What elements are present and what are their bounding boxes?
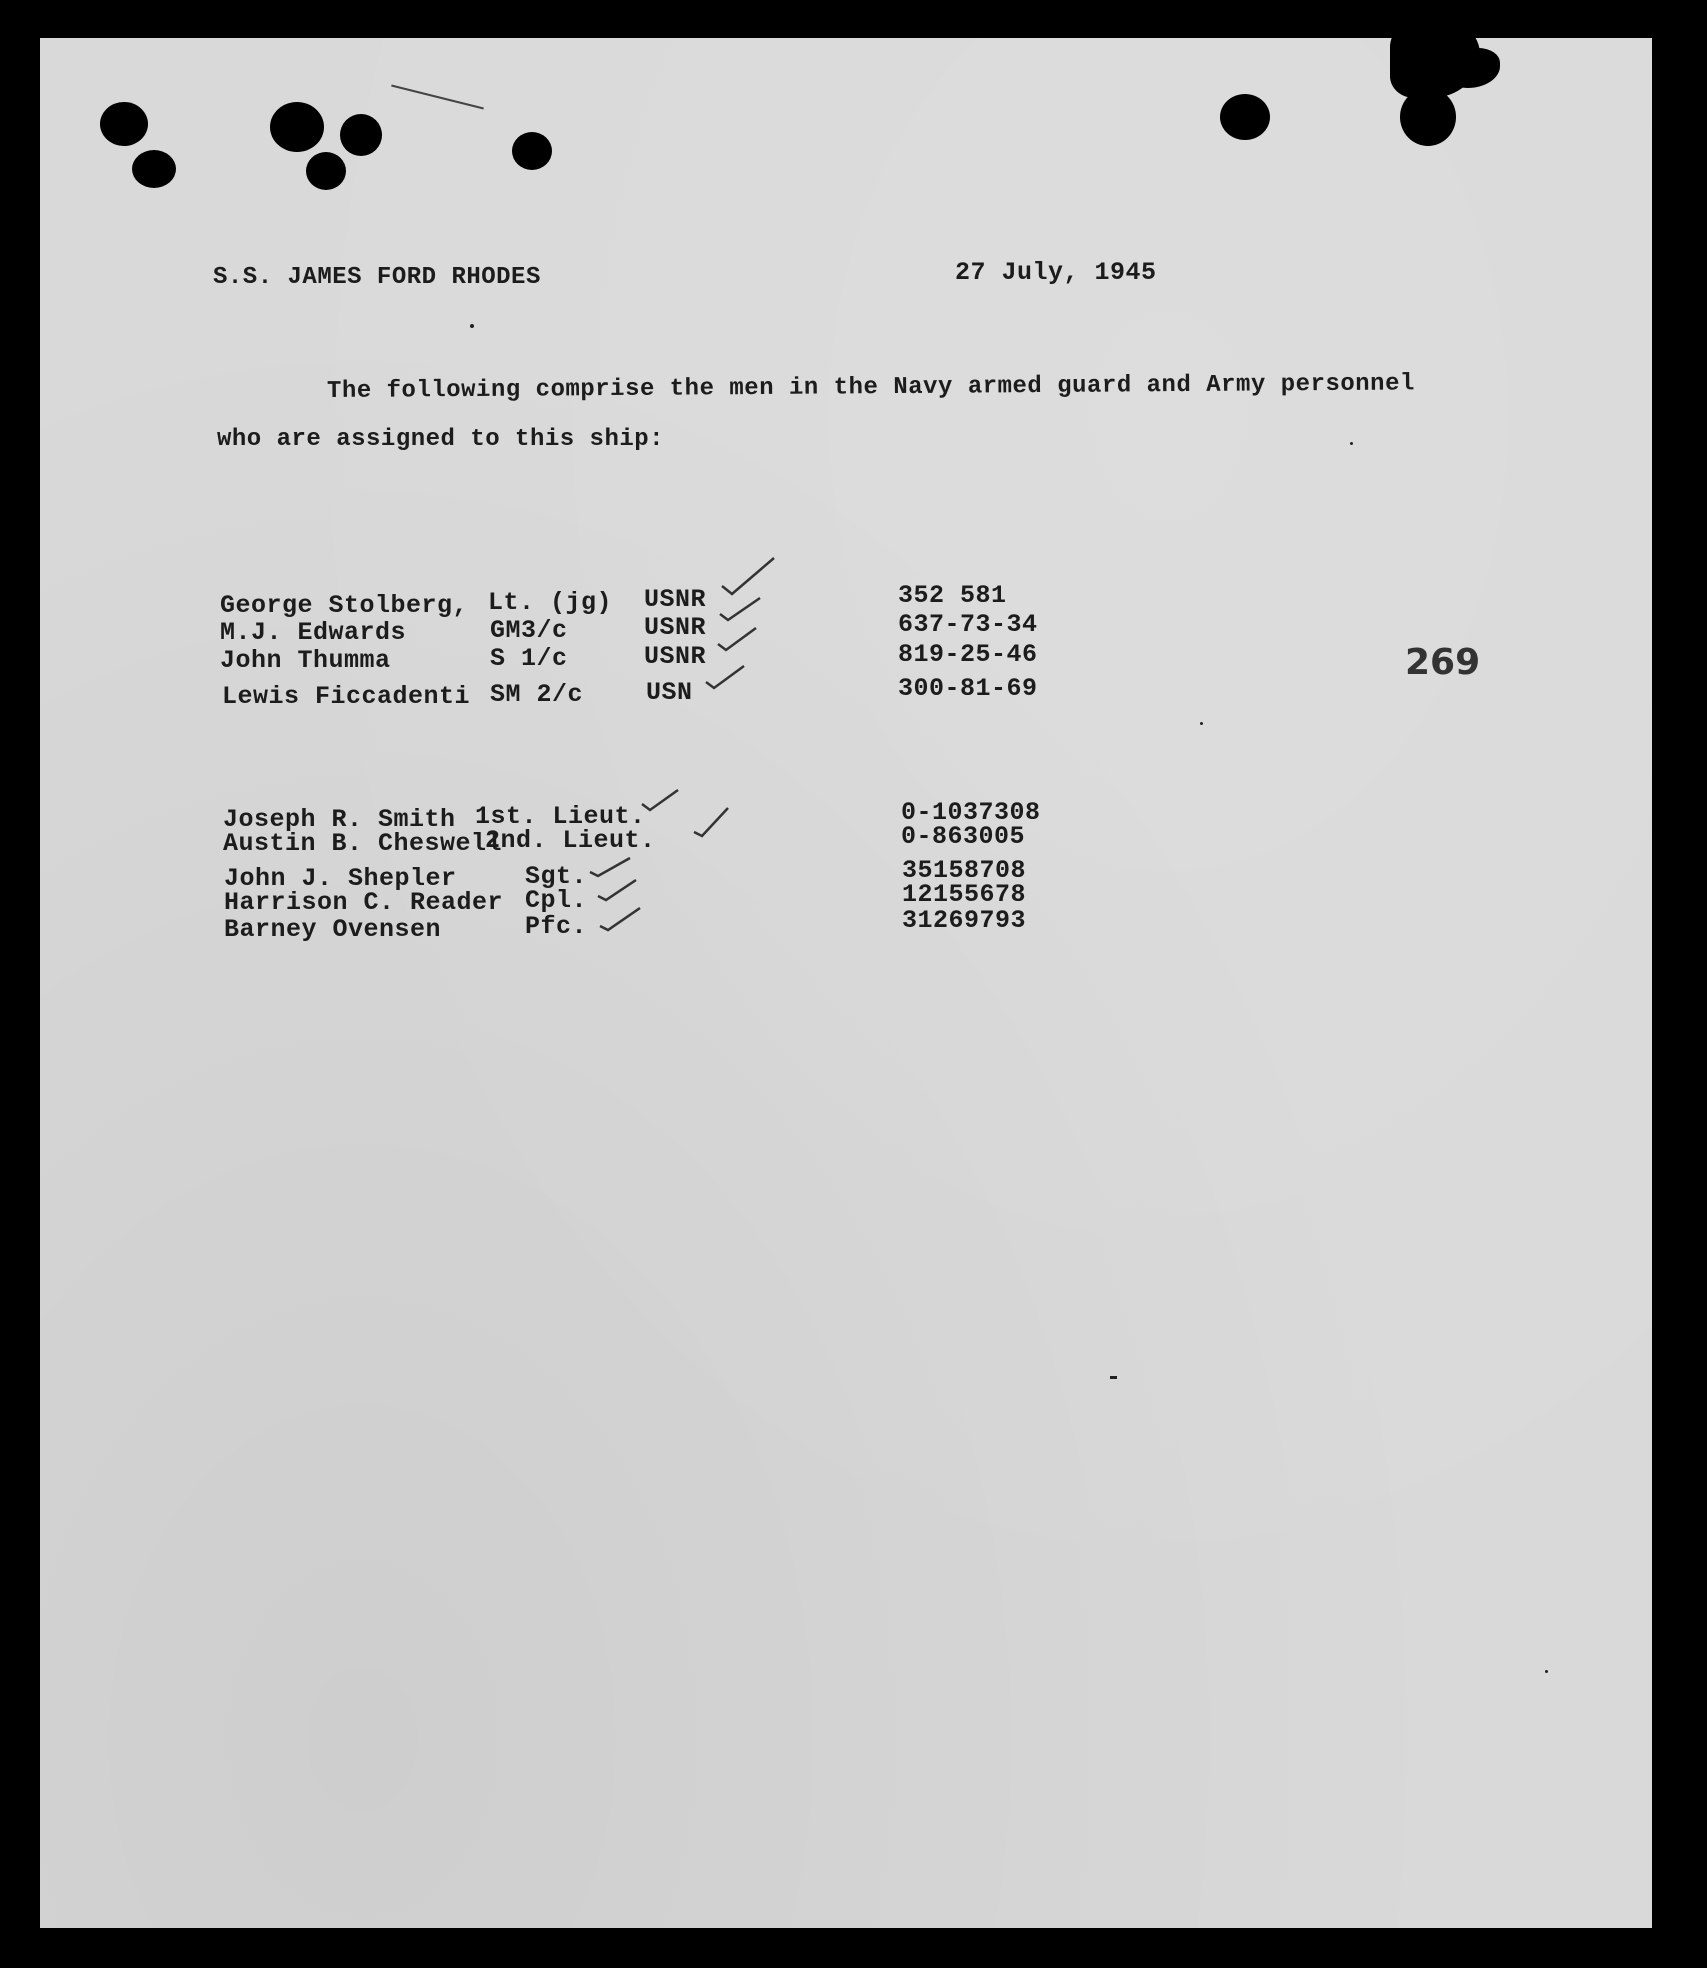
check-mark-icon [640,788,680,814]
speck [1110,1376,1117,1379]
intro-line-1: The following comprise the men in the Navy armed guard and Army personnel [326,370,1415,405]
intro-line-2: who are assigned to this ship: [217,426,665,453]
person-name: Austin B. Cheswell [223,829,503,858]
person-service: USNR [644,585,707,614]
person-name: Joseph R. Smith [223,805,456,834]
service-number: 0-1037308 [901,798,1041,827]
check-mark-icon [716,626,758,654]
person-name: John J. Shepler [224,864,457,893]
check-mark-icon [692,806,730,840]
punch-hole [306,152,346,190]
service-number: 35158708 [902,856,1027,885]
person-rank: 2nd. Lieut. [485,826,656,855]
service-number: 31269793 [902,906,1027,935]
service-number: 637-73-34 [898,610,1038,639]
person-rank: Sgt. [525,862,588,891]
speck [470,324,474,328]
person-name: Harrison C. Reader [224,888,504,917]
check-mark-icon [596,878,638,904]
service-number: 819-25-46 [898,640,1038,669]
document-date: 27 July, 1945 [955,258,1157,287]
person-service: USN [646,678,693,707]
speck [1545,1670,1548,1673]
speck [1200,722,1203,725]
person-name: M.J. Edwards [220,618,407,647]
service-number: 300-81-69 [898,674,1038,703]
speck [1350,442,1353,445]
torn-corner [1440,48,1500,88]
punch-hole [132,150,176,188]
service-number: 352 581 [898,581,1007,610]
person-rank: GM3/c [490,616,568,645]
punch-hole [1220,94,1270,140]
check-mark-icon [598,906,642,934]
punch-hole [512,132,552,170]
person-service: USNR [644,642,707,671]
person-rank: SM 2/c [490,680,584,709]
person-rank: Cpl. [525,886,588,915]
punch-hole [100,102,148,146]
check-mark-icon [704,664,746,692]
check-mark-icon [588,856,632,880]
service-number: 0-863005 [901,822,1026,851]
pencil-mark [391,85,484,110]
person-name: George Stolberg, [220,591,469,620]
person-rank: Pfc. [525,912,588,941]
service-number: 12155678 [902,880,1027,909]
page-number-stamp: 269 [1405,642,1481,683]
person-name: John Thumma [220,646,391,675]
punch-hole [340,114,382,156]
person-name: Barney Ovensen [224,915,442,944]
check-mark-icon [718,596,762,624]
document-page [40,38,1652,1928]
punch-hole [270,102,324,152]
person-rank: 1st. Lieut. [475,802,646,831]
ship-name: S.S. JAMES FORD RHODES [213,264,541,291]
person-service: USNR [644,613,707,642]
torn-corner [1400,88,1456,146]
person-rank: S 1/c [490,644,568,673]
person-name: Lewis Ficcadenti [222,682,471,711]
person-rank: Lt. (jg) [488,588,613,617]
